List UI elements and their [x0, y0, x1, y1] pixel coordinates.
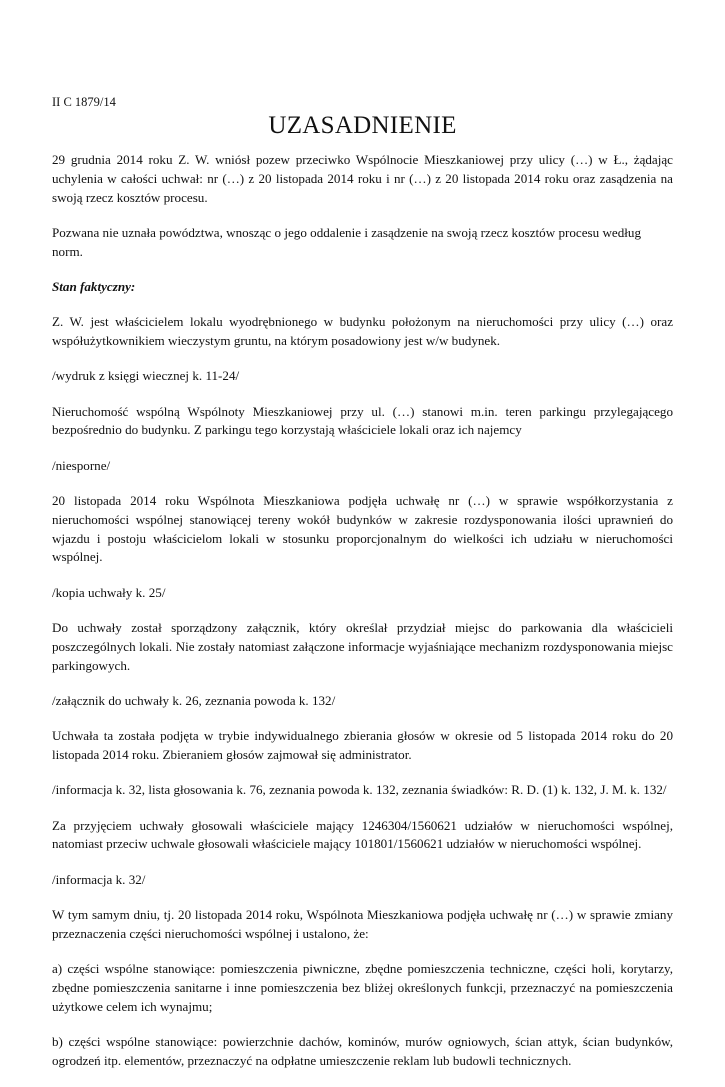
paragraph-defendant-response: Pozwana nie uznała powództwa, wnosząc o jego oddalenie i zasądzenie na swoją rzecz kosztów procesu według norm.: [52, 224, 641, 259]
list-item-b: b) części wspólne stanowiące: powierzchnie dachów, kominów, murów ogniowych, ścian attyk, ścian budynków, ogrodzeń itp. elementów, przeznaczyć na odpłatne umieszczenie reklam lub budowli technicznych.: [52, 1034, 673, 1068]
document-body: [52, 151, 673, 1087]
section-heading-facts: Stan faktyczny:: [52, 278, 136, 294]
citation-voting-list: /informacja k. 32, lista głosowania k. 76, zeznania powoda k. 132, zeznania świadków: R. D. (1) k. 132, J. M. k. 132/: [52, 782, 667, 798]
paragraph-ownership: Z. W. jest właścicielem lokalu wyodrębnionego w budynku położonym na nieruchomości przy ulicy (…) oraz współużytkownikiem wieczystym gruntu, na którym posadowiony jest w/w budynek.: [52, 314, 673, 349]
case-number: II C 1879/14: [52, 95, 116, 109]
paragraph-lawsuit: 29 grudnia 2014 roku Z. W. wniósł pozew przeciwko Wspólnocie Mieszkaniowej przy ulicy (…) w Ł., żądając uchylenia w całości uchwał: nr (…) z 20 listopada 2014 roku i nr (…) z 20 listopada 2014 roku oraz zasądzenia na swoją rzecz kosztów procesu.: [52, 152, 673, 205]
citation-land-register: /wydruk z księgi wiecznej k. 11-24/: [52, 368, 240, 384]
citation-information: /informacja k. 32/: [52, 871, 146, 887]
citation-resolution-copy: /kopia uchwały k. 25/: [52, 584, 166, 600]
document-title: UZASADNIENIE: [268, 112, 457, 139]
paragraph-voting-result: Za przyjęciem uchwały głosowali właściciele mający 1246304/1560621 udziałów w nieruchomości wspólnej, natomiast przeciw uchwale głosowali właściciele mający 101801/1560621 udziałów w nieruchomości wspólnej.: [52, 817, 673, 852]
paragraph-attachment: Do uchwały został sporządzony załącznik, który określał przydział miejsc do parkowania dla właścicieli poszczególnych lokali. Nie zostały natomiast załączone informacje wyjaśniające mechanizm rozdysponowania miejsc parkingowych.: [52, 620, 673, 673]
list-item-a: a) części wspólne stanowiące: pomieszczenia piwniczne, zbędne pomieszczenia techniczne, części holi, korytarzy, zbędne pomieszczenia sanitarne i inne pomieszczenia bez bliżej określonych funkcji, przeznaczyć na pomieszczenia użytkowe celem ich wynajmu;: [52, 961, 673, 1014]
paragraph-resolution-parking: 20 listopada 2014 roku Wspólnota Mieszkaniowa podjęła uchwałę nr (…) w sprawie współkorzystania z nieruchomości wspólnej stanowiącej tereny wokół budynków w zakresie rozdysponowania ilości uprawnień do wjazdu i postoju właścicielom lokali w stosunku proporcjonalnym do wielkości ich udziału w nieruchomości wspólnej.: [52, 493, 673, 565]
paragraph-second-resolution: W tym samym dniu, tj. 20 listopada 2014 roku, Wspólnota Mieszkaniowa podjęła uchwałę nr (…) w sprawie zmiany przeznaczenia części nieruchomości wspólnej i ustalono, że:: [52, 907, 673, 941]
citation-undisputed: /niesporne/: [52, 457, 111, 473]
paragraph-voting-procedure: Uchwała ta została podjęta w trybie indywidualnego zbierania głosów w okresie od 5 listopada 2014 roku do 20 listopada 2014 roku. Zbieraniem głosów zajmował się administrator.: [52, 728, 673, 763]
paragraph-parking: Nieruchomość wspólną Wspólnoty Mieszkaniowej przy ul. (…) stanowi m.in. teren parkingu przylegającego bezpośrednio do budynku. Z parkingu tego korzystają właściciele lokali oraz ich najemcy: [52, 403, 673, 438]
citation-attachment: /załącznik do uchwały k. 26, zeznania powoda k. 132/: [52, 692, 336, 708]
